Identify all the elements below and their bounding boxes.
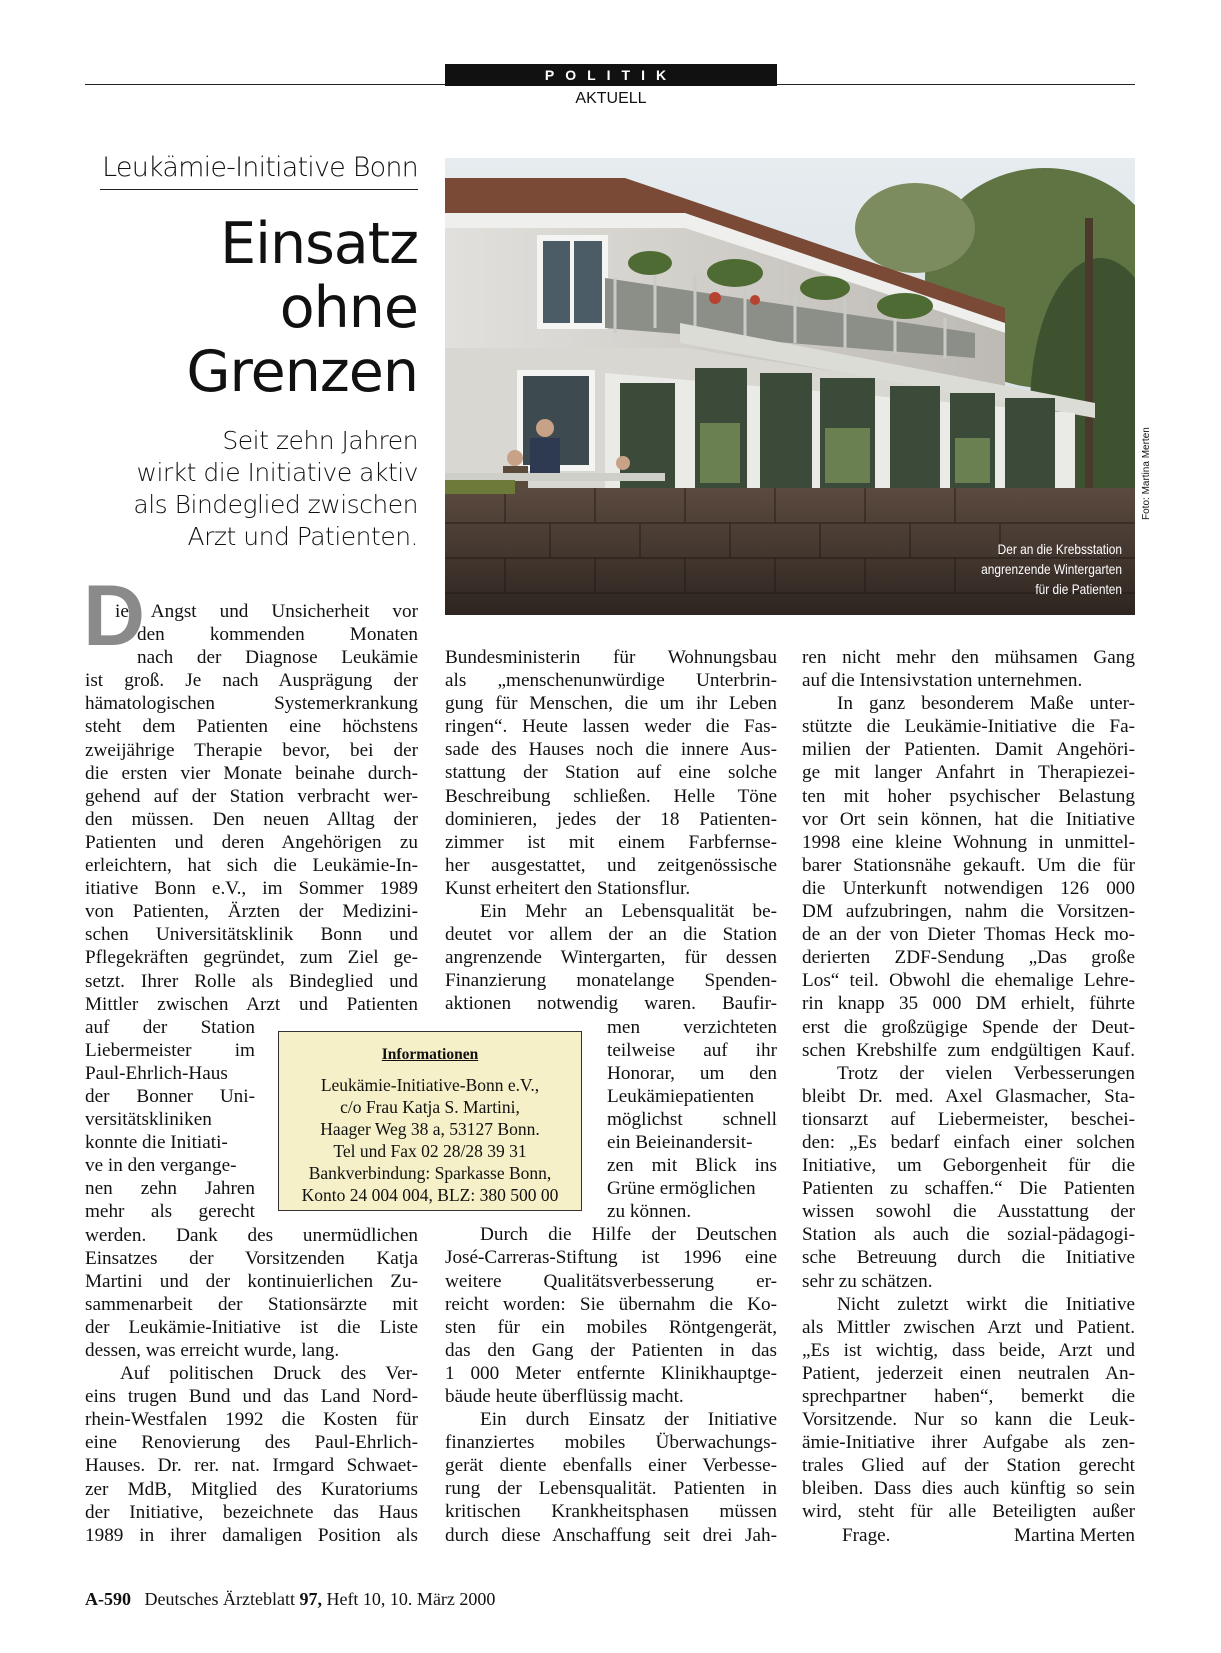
text-line: men verzichteten <box>607 1016 777 1038</box>
headline-line: Grenzen <box>186 339 418 405</box>
text-line: auf der Station <box>85 1016 255 1038</box>
text-line: Martini und der kontinuierlichen Zu- <box>85 1270 418 1292</box>
text-line: finanziertes mobiles Überwachungs- <box>445 1432 777 1454</box>
text-line: eine Renovierung des Paul-Ehrlich- <box>85 1432 418 1454</box>
text-line: schen Universitätsklinik Bonn und <box>85 924 418 946</box>
caption-line: für die Patienten <box>1035 581 1122 597</box>
text-line: sade des Hauses noch die innere Aus- <box>445 739 777 761</box>
headline-line: ohne <box>279 275 418 341</box>
text-line: gerät diente ebenfalls einer Verbesse- <box>445 1455 777 1477</box>
text-line: sche Betreuung durch die Initiative <box>802 1247 1135 1269</box>
text-line: nen zehn Jahren <box>85 1178 255 1200</box>
text-line: den: „Es bedarf einfach einer solchen <box>802 1131 1135 1153</box>
text-line: dessen, was erreicht wurde, lang. <box>85 1340 340 1361</box>
info-line: Haager Weg 38 a, 53127 Bonn. <box>320 1119 540 1139</box>
text-line: steht dem Patienten eine höchstens <box>85 716 418 738</box>
text-line: den müssen. Den neuen Alltag der <box>85 808 418 830</box>
text-line: itiative Bonn e.V., im Sommer 1989 <box>85 878 418 900</box>
text-line: die Unterkunft notwendigen 126 000 <box>802 877 1135 899</box>
text-line: erleichtern, hat sich die Leukämie-In- <box>85 855 418 877</box>
text-line: teilweise auf ihr <box>607 1039 777 1061</box>
article-headline <box>150 212 418 404</box>
text-line: Frage. <box>842 1524 891 1546</box>
text-line: vor Ort sein können, hat die Initiative <box>802 808 1135 830</box>
text-line: der Initiative, bezeichnete das Haus <box>85 1501 418 1523</box>
text-line: reicht worden: Sie übernahm die Ko- <box>445 1293 777 1315</box>
text-line: durch diese Anschaffung seit drei Jah- <box>445 1524 777 1546</box>
text-line: wissen sowohl die Ausstattung der <box>802 1201 1135 1223</box>
text-line: ämie-Initiative ihrer Aufgabe als zen- <box>802 1432 1135 1454</box>
text-line: sammenarbeit der Stationsärzte mit <box>85 1293 418 1315</box>
info-box-title: Informationen <box>381 1046 479 1063</box>
text-line: Leukämiepatienten <box>607 1085 755 1107</box>
text-line: konnte die Initiati- <box>85 1132 228 1154</box>
text-line: sten für ein mobiles Röntgengerät, <box>445 1316 777 1338</box>
text-line: kritischen Krankheitsphasen müssen <box>445 1501 777 1523</box>
text-line: sehr zu schätzen. <box>802 1270 933 1292</box>
info-line: Konto 24 004 004, BLZ: 380 500 00 <box>301 1185 559 1205</box>
text-line: Mittler zwischen Arzt und Patienten <box>85 993 418 1015</box>
text-line: hämatologischen Systemerkrankung <box>85 693 418 715</box>
text-line: Los“ teil. Obwohl die ehemalige Lehre- <box>802 970 1135 992</box>
text-line: eins trugen Bund und das Land Nord- <box>85 1386 418 1408</box>
text-line: derierten ZDF-Sendung „Das große <box>802 947 1135 969</box>
text-line: trales Glied auf der Station gerecht <box>802 1455 1135 1477</box>
text-line: Beschreibung schließen. Helle Töne <box>445 785 777 807</box>
text-line: zen mit Blick ins <box>607 1155 777 1177</box>
text-line: Hauses. Dr. rer. nat. Irmgard Schwaet- <box>85 1455 418 1477</box>
text-line: ein Beieinandersit- <box>607 1131 753 1153</box>
text-line: Initiative, um Geborgenheit für die <box>802 1155 1135 1177</box>
text-line: stattung der Station auf eine solche <box>445 762 777 784</box>
text-line: angrenzende Wintergarten, für dessen <box>445 947 777 969</box>
text-line: bleibt Dr. med. Axel Glasmacher, Sta- <box>802 1085 1135 1107</box>
text-line: Patienten zu schaffen.“ Die Patienten <box>802 1178 1135 1200</box>
info-box <box>278 1031 582 1211</box>
text-line: gehend auf der Station verbracht wer- <box>85 785 418 807</box>
text-line: bleiben. Dass dies auch künftig so sein <box>802 1478 1135 1500</box>
text-line: nach der Diagnose Leukämie <box>137 647 418 669</box>
text-line-last <box>802 1524 1135 1547</box>
text-line: zer MdB, Mitglied des Kuratoriums <box>85 1478 418 1500</box>
journal-issue: Heft 10, 10. März 2000 <box>326 1589 496 1609</box>
text-line: die ersten vier Monate beinahe durch- <box>85 762 418 784</box>
deck-line: Seit zehn Jahren <box>222 426 418 455</box>
caption-line: Der an die Krebsstation <box>997 541 1122 557</box>
text-line: ringen“. Heute lassen weder die Fas- <box>445 716 777 738</box>
text-line: stützte die Leukämie-Initiative die Fa- <box>802 716 1135 738</box>
text-line: 1998 eine kleine Wohnung in unmittel- <box>802 831 1135 853</box>
text-line: rin knapp 35 000 DM erhielt, führte <box>802 993 1135 1015</box>
caption-line: angrenzende Wintergarten <box>981 561 1122 577</box>
deck-line: wirkt die Initiative aktiv <box>136 458 418 487</box>
journal-name: Deutsches Ärzteblatt <box>144 1589 295 1609</box>
text-line: barer Stationsnähe gekauft. Um die für <box>802 854 1135 876</box>
text-line: zimmer ist mit einem Farbfernse- <box>445 831 777 853</box>
info-line: Bankverbindung: Sparkasse Bonn, <box>308 1163 552 1183</box>
text-line: deutet vor allem der an die Station <box>445 924 777 946</box>
text-line: Nicht zuletzt wirkt die Initiative <box>837 1293 1135 1315</box>
text-line: Kunst erheitert den Stationsflur. <box>445 877 691 899</box>
text-line: setzt. Ihrer Rolle als Bindeglied und <box>85 970 418 992</box>
text-line: rhein-Westfalen 1992 die Kosten für <box>85 1409 418 1431</box>
article-deck <box>120 425 418 553</box>
text-line: Vorsitzende. Nur so kann die Leuk- <box>802 1409 1135 1431</box>
text-line: Auf politischen Druck des Ver- <box>120 1363 418 1385</box>
text-line: Ein Mehr an Lebensqualität be- <box>480 901 777 923</box>
text-line: Liebermeister im <box>85 1039 255 1061</box>
text-line: von Patienten, Ärzten der Medizini- <box>85 901 418 923</box>
text-line: her ausgestattet, und zeitgenössische <box>445 854 777 876</box>
text-line: In ganz besonderem Maße unter- <box>837 693 1135 715</box>
text-line: das den Gang der Patienten in das <box>445 1339 777 1361</box>
text-line: 1 000 Meter entfernte Klinikhauptge- <box>445 1362 777 1384</box>
text-line: schen Krebshilfe zum endgültigen Kauf. <box>802 1039 1135 1061</box>
text-line: als Mittler zwischen Arzt und Patient. <box>802 1316 1135 1338</box>
text-line: erst die großzügige Spende der Deut- <box>802 1016 1135 1038</box>
text-line: der Bonner Uni- <box>85 1085 255 1107</box>
text-line: der Leukämie-Initiative ist die Liste <box>85 1316 418 1338</box>
text-line: de an der von Dieter Thomas Heck mo- <box>802 924 1135 946</box>
text-line: Paul-Ehrlich-Haus <box>85 1062 228 1084</box>
text-line: tionsarzt auf Liebermeister, beschei- <box>802 1108 1135 1130</box>
text-line: als „menschenunwürdige Unterbrin- <box>445 670 777 692</box>
text-line: Bundesministerin für Wohnungsbau <box>445 647 777 668</box>
text-line: ten mit hoher psychischer Belastung <box>802 785 1135 807</box>
text-line: ve in den vergange- <box>85 1155 237 1177</box>
text-line: versitätskliniken <box>85 1109 212 1131</box>
text-line: ge mit langer Anfahrt in Therapiezei- <box>802 762 1135 784</box>
journal-volume: 97, <box>299 1589 322 1609</box>
text-line: Ein durch Einsatz der Initiative <box>480 1409 777 1431</box>
text-line: José-Carreras-Stiftung ist 1996 eine <box>445 1247 777 1269</box>
text-line: weitere Qualitätsverbesserung er- <box>445 1270 777 1292</box>
deck-line: als Bindeglied zwischen <box>133 490 418 519</box>
text-line: rung der Lebensqualität. Patienten in <box>445 1478 777 1500</box>
text-line: auf die Intensivstation unternehmen. <box>802 670 1083 692</box>
text-line: DM aufzubringen, nahm die Vorsitzen- <box>802 901 1135 923</box>
deck-line: Arzt und Patienten. <box>187 522 418 551</box>
text-line: werden. Dank des unermüdlichen <box>85 1224 418 1246</box>
subsection-label: AKTUELL <box>575 90 647 107</box>
text-line: Durch die Hilfe der Deutschen <box>480 1224 777 1246</box>
text-line: zweijährige Therapie bevor, bei der <box>85 739 418 761</box>
text-line: wird, steht für alle Beteiligten außer <box>802 1501 1135 1523</box>
headline-line: Einsatz <box>220 211 418 277</box>
text-line: Grüne ermöglichen <box>607 1178 756 1200</box>
text-line: den kommenden Monaten <box>137 624 418 646</box>
info-line: Leukämie-Initiative-Bonn e.V., <box>320 1075 540 1095</box>
info-line: Tel und Fax 02 28/28 39 31 <box>333 1141 527 1161</box>
text-line: Finanzierung monatelange Spenden- <box>445 970 777 992</box>
text-line: Station als auch die sozial-pädagogi- <box>802 1224 1135 1246</box>
text-line: Einsatzes der Vorsitzenden Katja <box>85 1247 418 1269</box>
page-footer <box>85 1589 495 1610</box>
text-line: möglichst schnell <box>607 1108 777 1130</box>
article-kicker: Leukämie-Initiative Bonn <box>100 152 418 190</box>
text-column-3 <box>802 646 1135 1547</box>
text-line: Pflegekräften gegründet, zum Ziel ge- <box>85 947 418 969</box>
text-line: sprechpartner haben“, bemerkt die <box>802 1386 1135 1407</box>
text-line: Patient, jederzeit einen neutralen An- <box>802 1362 1135 1384</box>
text-line: ist groß. Je nach Ausprägung der <box>85 670 418 692</box>
author-signature: Martina Merten <box>1014 1524 1135 1546</box>
photo-caption <box>916 539 1122 599</box>
text-line: aktionen notwendig waren. Baufir- <box>445 993 777 1015</box>
drop-cap: D <box>83 568 146 664</box>
text-line: Trotz der vielen Verbesserungen <box>837 1062 1135 1084</box>
text-line: dominieren, jedes der 18 Patienten- <box>445 808 777 830</box>
text-line: ren nicht mehr den mühsamen Gang <box>802 647 1135 668</box>
text-line: ie Angst und Unsicherheit vor <box>115 601 418 622</box>
page-number: A-590 <box>85 1589 131 1609</box>
text-line: „Es ist wichtig, dass beide, Arzt und <box>802 1339 1135 1361</box>
photo-credit: Foto: Martina Merten <box>1141 427 1152 520</box>
text-line: gung für Menschen, die um ihr Leben <box>445 693 777 715</box>
section-label: POLITIK <box>445 64 777 86</box>
text-line: Honorar, um den <box>607 1062 777 1084</box>
text-line: bäude heute überflüssig macht. <box>445 1386 684 1407</box>
text-line: mehr als gerecht <box>85 1201 255 1223</box>
text-line: Patienten und deren Angehörigen zu <box>85 831 418 853</box>
text-line: zu können. <box>607 1201 692 1223</box>
text-line: 1989 in ihrer damaligen Position als <box>85 1524 418 1546</box>
text-line: milien der Patienten. Damit Angehöri- <box>802 739 1135 761</box>
info-line: c/o Frau Katja S. Martini, <box>340 1097 520 1117</box>
